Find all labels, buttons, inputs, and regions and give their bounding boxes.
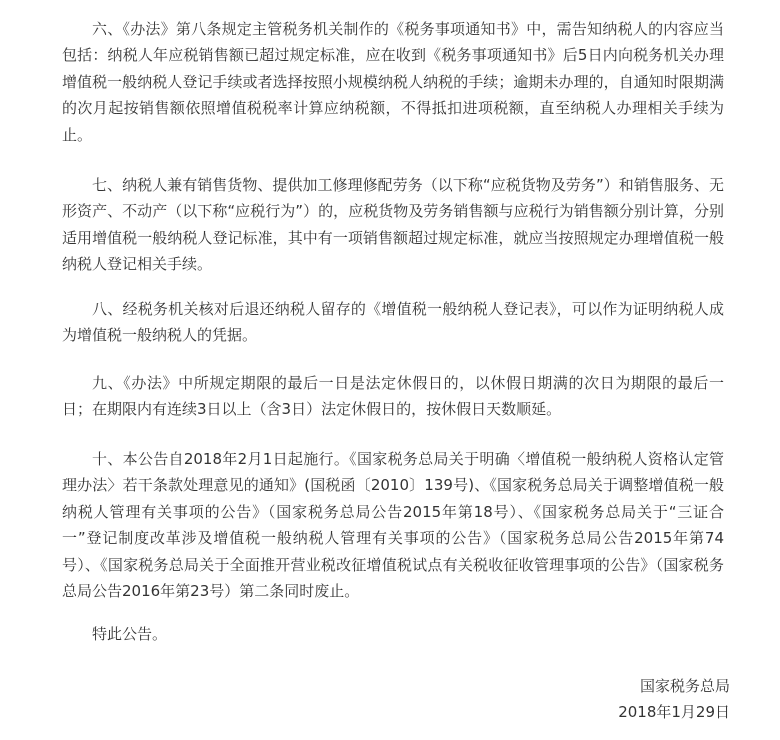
paragraph-eight: 八、经税务机关核对后退还纳税人留存的《增值税一般纳税人登记表》，可以作为证明纳税人成为增值税一般纳税人的凭据。 (62, 300, 724, 345)
paragraph-seven: 七、纳税人兼有销售货物、提供加工修理修配劳务（以下称“应税货物及劳务”）和销售服务、无形资产、不动产（以下称“应税行为”）的，应税货物及劳务销售额与应税行为销售额分别计算，分别适用增值税一般纳税人登记标准，其中有一项销售额超过规定标准，就应当按照规定办理增值税一般纳税人登记相关手续。 (62, 176, 724, 274)
paragraph-nine: 九、《办法》中所规定期限的最后一日是法定休假日的，以休假日期满的次日为期限的最后一日；在期限内有连续3日以上（含3日）法定休假日的，按休假日天数顺延。 (62, 374, 724, 419)
signature-date: 2018年1月29日 (618, 703, 730, 721)
closing-statement: 特此公告。 (92, 625, 168, 643)
paragraph-ten: 十、本公告自2018年2月1日起施行。《国家税务总局关于明确〈增值税一般纳税人资格认定管理办法〉若干条款处理意见的通知》(国税函〔2010〕139号)、《国家税务总局关于调整增值税一般纳税人管理有关事项的公告》（国家税务总局公告2015年第18号）、《国家税务总局关于“三证合一”登记制度改革涉及增值税一般纳税人管理有关事项的公告》（国家税务总局公告2015年第74号）、《国家税务总局关于全面推开营业税改征增值税试点有关税收征收管理事项的公告》（国家税务总局公告2016年第23号）第二条同时废止。 (62, 450, 724, 601)
signature-organization: 国家税务总局 (639, 677, 730, 695)
paragraph-six: 六、《办法》第八条规定主管税务机关制作的《税务事项通知书》中，需告知纳税人的内容应当包括：纳税人年应税销售额已超过规定标准，应在收到《税务事项通知书》后5日内向税务机关办理增值税一般纳税人登记手续或者选择按照小规模纳税人纳税的手续；逾期未办理的，自通知时限期满的次月起按销售额依照增值税税率计算应纳税额，不得抵扣进项税额，直至纳税人办理相关手续为止。 (62, 20, 724, 144)
